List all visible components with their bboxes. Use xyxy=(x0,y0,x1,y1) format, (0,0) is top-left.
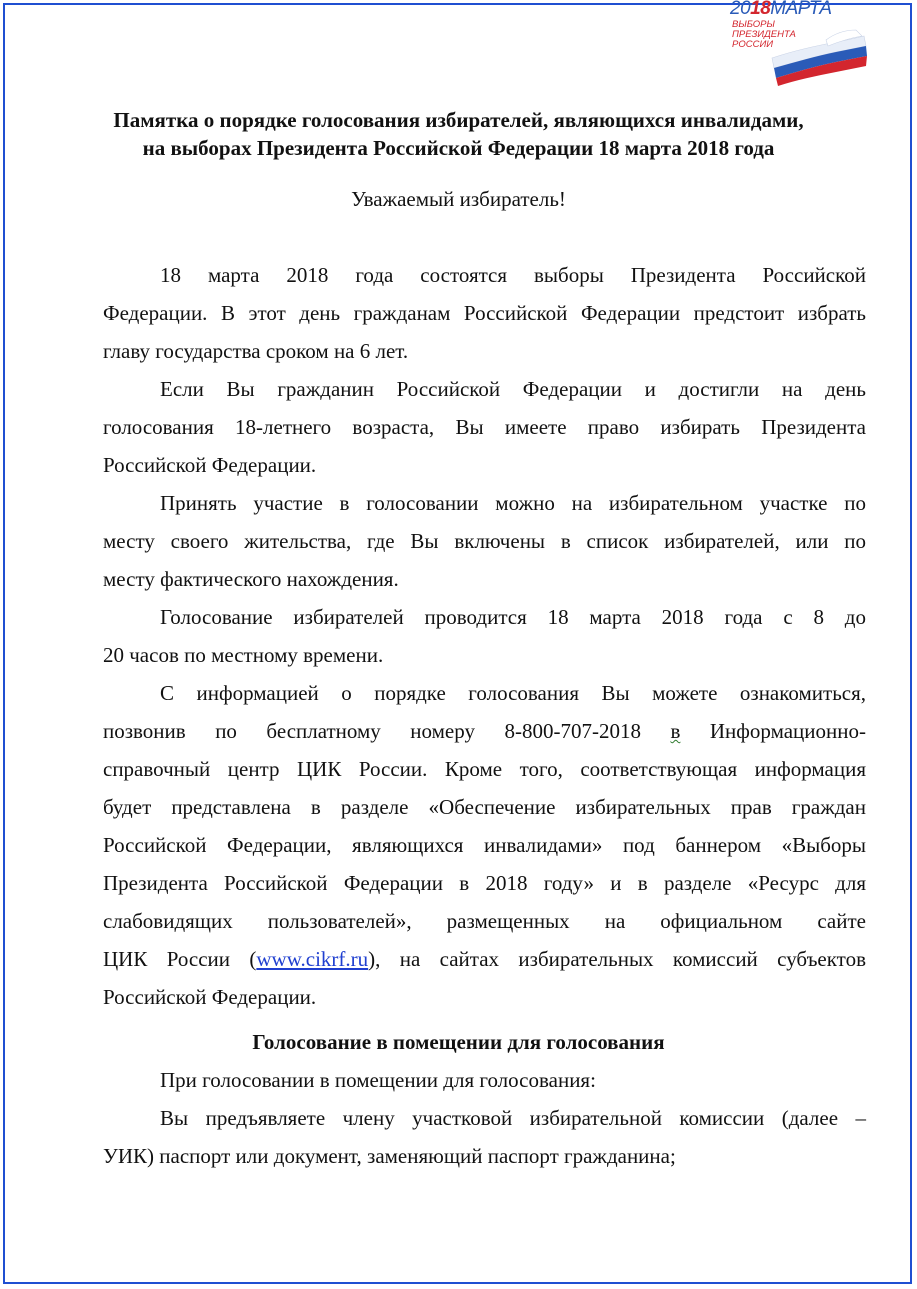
document-title-line-2: на выборах Президента Российской Федерации 18 марта 2018 года xyxy=(142,136,775,160)
paragraph-text: ), на сайтах избирательных комиссий субъектов xyxy=(368,947,866,971)
paragraph-line xyxy=(103,717,866,746)
cikrf-website-link[interactable]: www.cikrf.ru xyxy=(256,947,369,971)
paragraph-line: Российской Федерации. xyxy=(103,453,317,477)
paragraph-text: ЦИК России ( xyxy=(103,947,257,971)
paragraph-line: справочный центр ЦИК России. Кроме того, соответствующая информация xyxy=(103,757,866,781)
logo-line-1: ВЫБОРЫ xyxy=(732,19,775,30)
paragraph-line: 18 марта 2018 года состоятся выборы Президента Российской xyxy=(160,263,866,287)
logo-line-2: ПРЕЗИДЕНТА xyxy=(732,29,796,40)
paragraph-line: Российской Федерации, являющихся инвалидами» под баннером «Выборы xyxy=(103,833,866,857)
paragraph-line: голосования 18-летнего возраста, Вы имеете право избирать Президента xyxy=(103,415,866,439)
section-heading: Голосование в помещении для голосования xyxy=(252,1030,665,1054)
paragraph-text: Информационно- xyxy=(709,719,866,743)
paragraph-line: главу государства сроком на 6 лет. xyxy=(103,339,409,363)
paragraph-line: Российской Федерации. xyxy=(103,985,317,1009)
paragraph-line: При голосовании в помещении для голосования: xyxy=(160,1068,596,1092)
paragraph-text: позвонив по бесплатному номеру 8-800-707-2018 xyxy=(103,719,641,743)
paragraph-line: УИК) паспорт или документ, заменяющий паспорт гражданина; xyxy=(103,1144,676,1168)
paragraph-line: Голосование избирателей проводится 18 марта 2018 года с 8 до xyxy=(160,605,866,629)
paragraph-line: месту фактического нахождения. xyxy=(103,567,399,591)
paragraph-line: Президента Российской Федерации в 2018 году» и в разделе «Ресурс для xyxy=(103,871,866,895)
logo-month: МАРТА xyxy=(770,0,832,19)
paragraph-line xyxy=(103,945,866,974)
document-title-line-1: Памятка о порядке голосования избирателей, являющихся инвалидами, xyxy=(113,108,804,132)
paragraph-line: С информацией о порядке голосования Вы можете ознакомиться, xyxy=(160,681,866,705)
paragraph-line: Если Вы гражданин Российской Федерации и достигли на день xyxy=(160,377,866,401)
greeting: Уважаемый избиратель! xyxy=(351,187,566,211)
paragraph-line: Вы предъявляете члену участковой избирательной комиссии (далее – xyxy=(160,1106,866,1130)
logo-line-3: РОССИИ xyxy=(732,39,774,50)
paragraph-line: 20 часов по местному времени. xyxy=(103,643,384,667)
paragraph-line: слабовидящих пользователей», размещенных на официальном сайте xyxy=(103,909,866,933)
logo-year-prefix: 20 xyxy=(730,0,751,19)
spellcheck-marked-word: в xyxy=(670,719,681,743)
paragraph-line: будет представлена в разделе «Обеспечение избирательных прав граждан xyxy=(103,795,866,819)
logo-year xyxy=(730,0,832,20)
paragraph-line: Федерации. В этот день гражданам Российской Федерации предстоит избрать xyxy=(103,301,866,325)
paragraph-line: месту своего жительства, где Вы включены в список избирателей, или по xyxy=(103,529,866,553)
paragraph-line: Принять участие в голосовании можно на избирательном участке по xyxy=(160,491,866,515)
election-logo xyxy=(716,0,876,86)
logo-year-bold: 18 xyxy=(750,0,771,19)
